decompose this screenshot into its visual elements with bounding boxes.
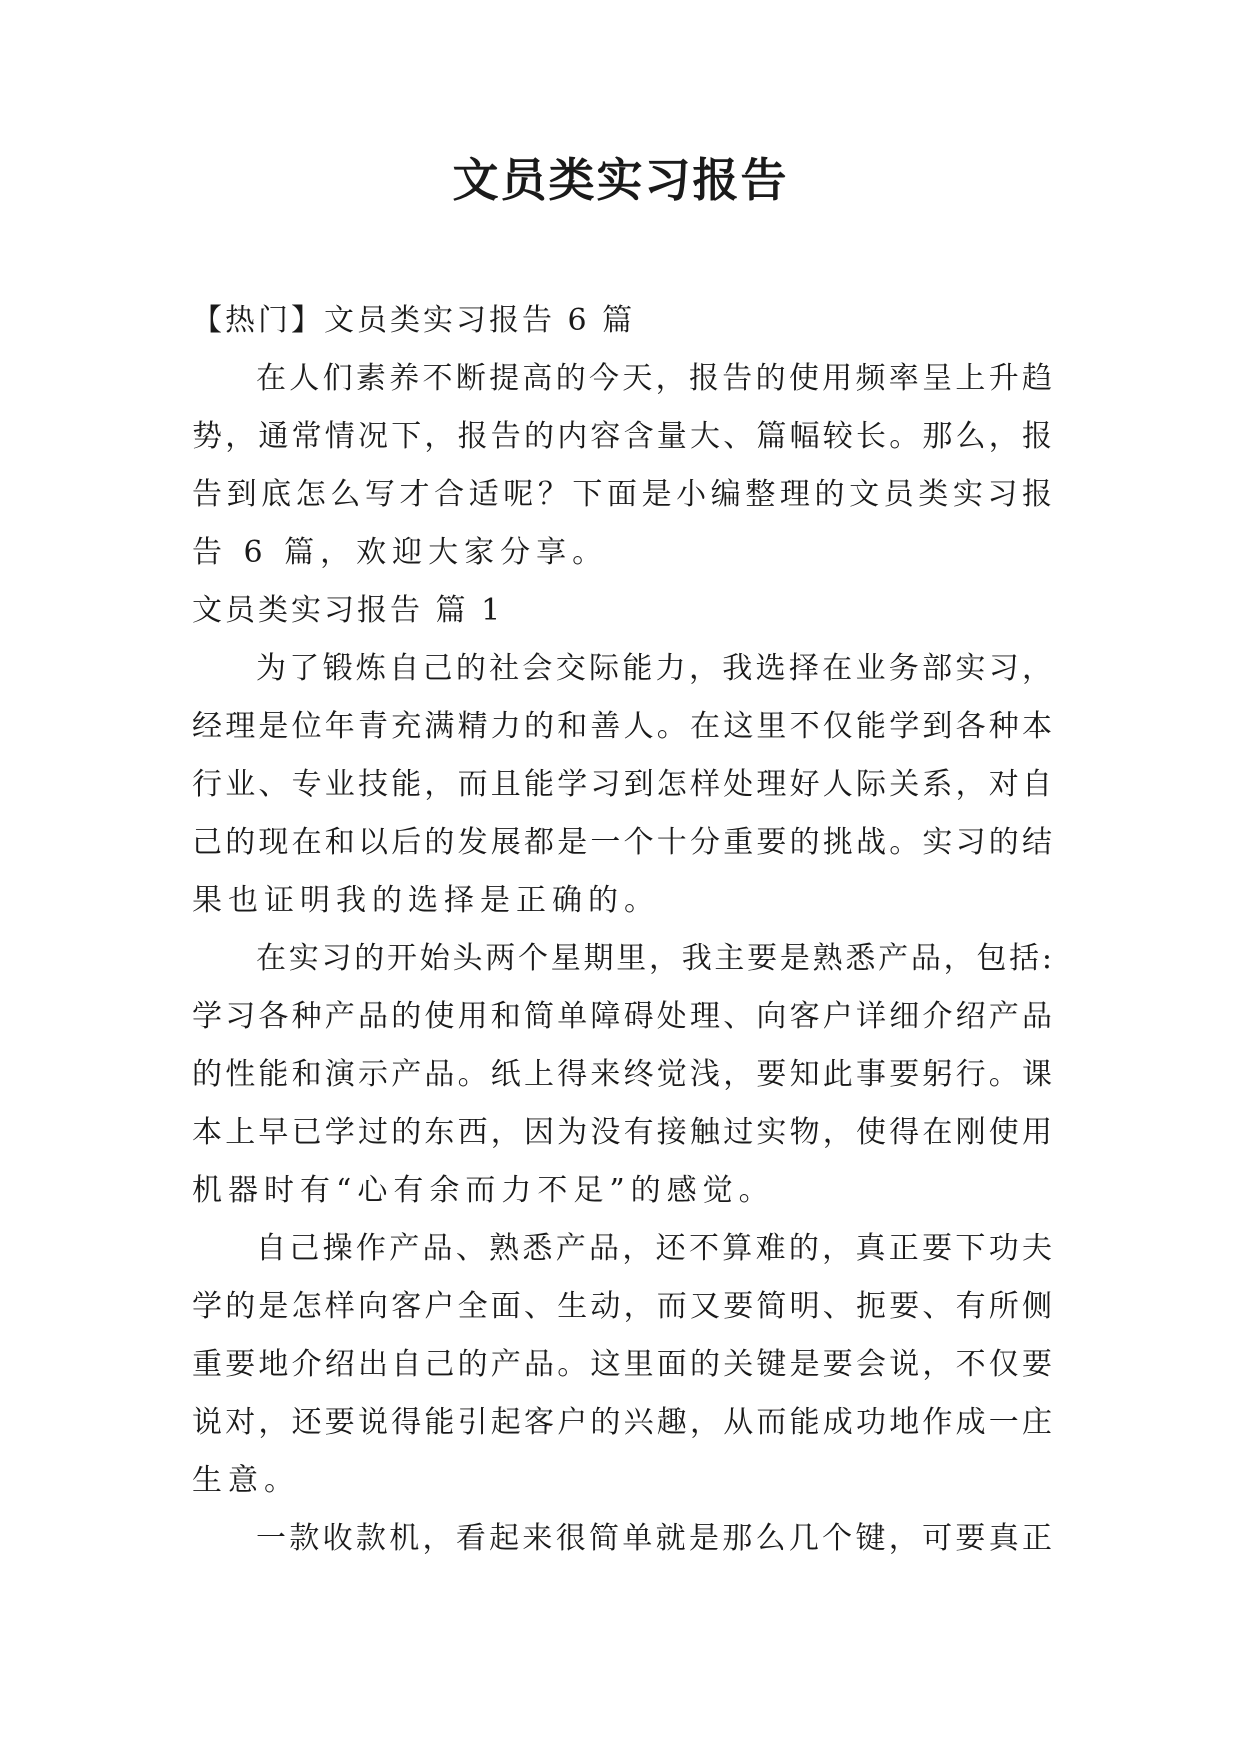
text-line: 一款收款机，看起来很简单就是那么几个键，可要真正 (256, 1521, 1052, 1556)
text-line: 重要地介绍出自己的产品。这里面的关键是要会说，不仅要 (192, 1347, 1052, 1382)
text-line: 生意。 (192, 1463, 300, 1498)
text-line: 告 6 篇，欢迎大家分享。 (192, 535, 609, 570)
text-line: 在实习的开始头两个星期里，我主要是熟悉产品，包括: (256, 941, 1052, 976)
text-line: 的性能和演示产品。纸上得来终觉浅，要知此事要躬行。课 (192, 1057, 1052, 1092)
text-line: 行业、专业技能，而且能学习到怎样处理好人际关系，对自 (192, 767, 1052, 802)
text-line: 在人们素养不断提高的今天，报告的使用频率呈上升趋 (256, 361, 1052, 396)
text-line: 势，通常情况下，报告的内容含量大、篇幅较长。那么，报 (192, 419, 1052, 454)
text-line: 果也证明我的选择是正确的。 (192, 883, 660, 918)
text-line: 说对，还要说得能引起客户的兴趣，从而能成功地作成一庄 (192, 1405, 1052, 1440)
text-line: 告到底怎么写才合适呢？下面是小编整理的文员类实习报 (192, 477, 1052, 512)
text-line: 本上早已学过的东西，因为没有接触过实物，使得在刚使用 (192, 1115, 1052, 1150)
text-line: 学习各种产品的使用和简单障碍处理、向客户详细介绍产品 (192, 999, 1052, 1034)
document-body (192, 292, 1052, 1568)
text-line: 文员类实习报告 篇 1 (192, 593, 504, 628)
text-line: 学的是怎样向客户全面、生动，而又要简明、扼要、有所侧 (192, 1289, 1052, 1324)
text-line: 【热门】文员类实习报告 6 篇 (192, 303, 636, 338)
text-line: 机器时有“心有余而力不足”的感觉。 (192, 1173, 775, 1208)
text-line: 己的现在和以后的发展都是一个十分重要的挑战。实习的结 (192, 825, 1052, 860)
text-line: 自己操作产品、熟悉产品，还不算难的，真正要下功夫 (256, 1231, 1052, 1266)
document-title: 文员类实习报告 (452, 153, 789, 207)
text-line: 为了锻炼自己的社会交际能力，我选择在业务部实习， (256, 651, 1052, 686)
text-line: 经理是位年青充满精力的和善人。在这里不仅能学到各种本 (192, 709, 1052, 744)
